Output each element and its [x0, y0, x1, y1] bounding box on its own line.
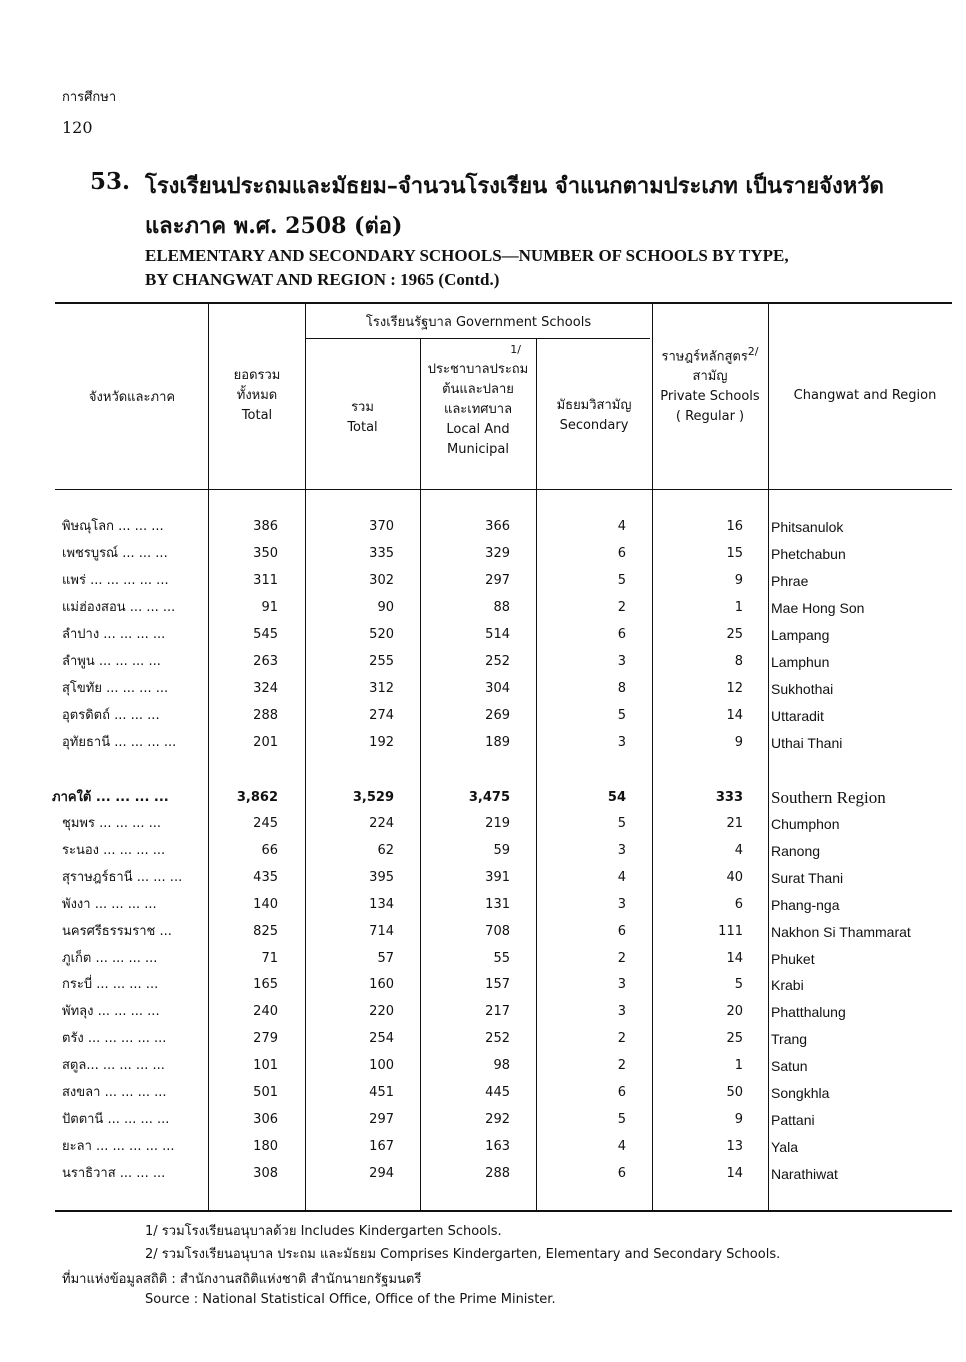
- table-row: [0, 1026, 966, 1052]
- cell-changwat-thai: ปัตตานี ... ... ... ...: [62, 1111, 170, 1127]
- table-row: [0, 703, 966, 729]
- cell-secondary: 6: [617, 627, 626, 642]
- table-row: [0, 811, 966, 837]
- cell-total: 180: [253, 1138, 278, 1154]
- cell-gov-total: 294: [369, 1165, 394, 1181]
- cell-changwat-en: Satun: [771, 1058, 808, 1075]
- cell-local: 514: [485, 627, 510, 642]
- cell-gov-total: 520: [369, 627, 394, 642]
- cell-local: 217: [485, 1004, 510, 1020]
- cell-changwat-en: Phuket: [771, 950, 815, 967]
- cell-gov-total: 254: [369, 1031, 394, 1047]
- cell-local: 157: [485, 977, 510, 993]
- col-header-private-thai2: สามัญ: [692, 369, 728, 385]
- cell-changwat-en: Trang: [771, 1031, 808, 1048]
- cell-local: 59: [493, 842, 510, 858]
- cell-gov-total: 451: [369, 1085, 394, 1100]
- cell-local: 329: [485, 546, 510, 561]
- title-en-line1: ELEMENTARY AND SECONDARY SCHOOLS—NUMBER OF SCHOOLS BY TYPE,: [145, 246, 789, 265]
- title-en-line2: BY CHANGWAT AND REGION : 1965 (Contd.): [145, 270, 500, 289]
- cell-changwat-thai: แพร่ ... ... ... ... ...: [62, 573, 169, 588]
- title-thai-line1: โรงเรียนประถมและมัธยม–จำนวนโรงเรียน จำแนกตามประเภท เป็นรายจังหวัด: [145, 173, 884, 199]
- cell-total: 435: [253, 869, 278, 885]
- table-row: [0, 1134, 966, 1160]
- col-header-changwat-en: Changwat and Region: [793, 388, 937, 403]
- cell-secondary: 3: [617, 1004, 626, 1020]
- cell-changwat-en: Southern Region: [771, 788, 886, 807]
- cell-secondary: 4: [617, 519, 626, 534]
- cell-secondary: 3: [617, 654, 626, 669]
- cell-total: 66: [261, 842, 278, 858]
- cell-private: 9: [734, 735, 743, 750]
- table-row: [0, 999, 966, 1025]
- cell-total: 311: [253, 573, 278, 588]
- col-header-local-thai2: ต้นและปลาย: [442, 382, 514, 397]
- cell-private: 14: [726, 708, 743, 723]
- cell-changwat-en: Mae Hong Son: [771, 600, 865, 616]
- cell-gov-total: 714: [369, 923, 394, 939]
- table-row: [0, 1053, 966, 1079]
- table-top-rule: [55, 302, 952, 304]
- cell-local: 288: [485, 1165, 510, 1181]
- cell-changwat-thai: สตูล... ... ... ... ...: [62, 1058, 165, 1074]
- col-header-private-en1: Private Schools: [660, 389, 760, 405]
- cell-secondary: 2: [617, 950, 626, 966]
- cell-changwat-en: Phang-nga: [771, 896, 840, 913]
- footnote-1: 1/ รวมโรงเรียนอนุบาลด้วย Includes Kindergarten Schools.: [145, 1224, 502, 1239]
- cell-private: 20: [726, 1004, 743, 1020]
- cell-local: 366: [485, 519, 510, 534]
- cell-secondary: 2: [617, 600, 626, 615]
- cell-total: 263: [253, 654, 278, 669]
- cell-local: 391: [485, 869, 510, 885]
- cell-changwat-en: Phitsanulok: [771, 519, 844, 535]
- col-header-gov-group: โรงเรียนรัฐบาล Government Schools: [365, 315, 592, 330]
- table-row: [0, 946, 966, 972]
- cell-local: 252: [485, 1031, 510, 1047]
- table-row: [0, 676, 966, 702]
- cell-local: 304: [485, 681, 510, 696]
- cell-secondary: 5: [617, 708, 626, 723]
- source-en: Source : National Statistical Office, Office of the Prime Minister.: [145, 1292, 556, 1307]
- cell-private: 8: [734, 654, 743, 669]
- cell-private: 25: [726, 627, 743, 642]
- cell-private: 14: [726, 1165, 743, 1181]
- col-header-private-en2: ( Regular ): [675, 409, 745, 425]
- cell-secondary: 3: [617, 735, 626, 750]
- cell-local: 252: [485, 654, 510, 669]
- cell-secondary: 3: [617, 896, 626, 912]
- cell-changwat-thai: ภูเก็ต ... ... ... ...: [62, 950, 158, 966]
- cell-private: 1: [734, 600, 743, 615]
- cell-gov-total: 302: [369, 573, 394, 588]
- cell-gov-total: 57: [377, 950, 394, 966]
- cell-private: 9: [734, 1111, 743, 1127]
- cell-local: 189: [485, 735, 510, 750]
- cell-changwat-en: Chumphon: [771, 816, 840, 832]
- cell-gov-total: 134: [369, 896, 394, 912]
- cell-total: 245: [253, 816, 278, 831]
- col-header-private: [653, 342, 767, 427]
- cell-total: 306: [253, 1111, 278, 1127]
- cell-total: 201: [253, 735, 278, 750]
- cell-private: 4: [734, 842, 743, 858]
- col-header-local-en2: Municipal: [447, 442, 509, 457]
- cell-total: 279: [253, 1031, 278, 1047]
- table-row: [0, 622, 966, 648]
- cell-secondary: 4: [617, 1138, 626, 1154]
- col-header-gov-total: [306, 398, 419, 438]
- section-label: การศึกษา: [62, 90, 117, 105]
- cell-total: 91: [261, 600, 278, 615]
- cell-secondary: 3: [617, 977, 626, 993]
- cell-changwat-thai: สงขลา ... ... ... ...: [62, 1085, 167, 1100]
- cell-changwat-thai: สุโขทัย ... ... ... ...: [62, 681, 169, 696]
- cell-total: 71: [261, 950, 278, 966]
- col-header-changwat-thai: จังหวัดและภาค: [88, 390, 176, 405]
- cell-total: 165: [253, 977, 278, 993]
- col-header-gov-total-en: Total: [347, 420, 378, 435]
- cell-local: 163: [485, 1138, 510, 1154]
- cell-changwat-thai: อุทัยธานี ... ... ... ...: [62, 735, 177, 750]
- cell-changwat-thai: แม่ฮ่องสอน ... ... ...: [62, 600, 176, 615]
- col-header-total: [210, 366, 304, 426]
- cell-private: 333: [715, 790, 743, 805]
- footnote-2: 2/ รวมโรงเรียนอนุบาล ประถม และมัธยม Comprises Kindergarten, Elementary and Secondary Schools.: [145, 1247, 781, 1262]
- cell-changwat-en: Yala: [771, 1138, 798, 1155]
- cell-gov-total: 312: [369, 681, 394, 696]
- cell-gov-total: 62: [377, 842, 394, 858]
- cell-private: 5: [734, 977, 743, 993]
- cell-gov-total: 297: [369, 1111, 394, 1127]
- cell-changwat-thai: ภาคใต้ ... ... ... ...: [52, 790, 169, 805]
- col-header-gov-total-thai: รวม: [351, 400, 374, 415]
- cell-private: 16: [726, 519, 743, 534]
- cell-local: 292: [485, 1111, 510, 1127]
- cell-secondary: 6: [617, 546, 626, 561]
- cell-gov-total: 167: [369, 1138, 394, 1154]
- cell-changwat-en: Narathiwat: [771, 1165, 838, 1182]
- cell-local: 55: [493, 950, 510, 966]
- cell-gov-total: 224: [369, 816, 394, 831]
- cell-changwat-thai: ระนอง ... ... ... ...: [62, 842, 166, 858]
- col-header-total-thai2: ทั้งหมด: [236, 388, 278, 403]
- col-header-total-thai: ยอดรวม: [233, 368, 281, 383]
- cell-secondary: 8: [617, 681, 626, 696]
- cell-gov-total: 335: [369, 546, 394, 561]
- region-row: [0, 785, 966, 811]
- cell-changwat-thai: พิษณุโลก ... ... ...: [62, 519, 164, 534]
- cell-changwat-en: Uthai Thani: [771, 735, 843, 751]
- cell-gov-total: 395: [369, 869, 394, 885]
- cell-changwat-thai: เพชรบูรณ์ ... ... ...: [62, 546, 168, 561]
- cell-changwat-thai: พังงา ... ... ... ...: [62, 896, 157, 912]
- cell-changwat-en: Phrae: [771, 573, 809, 589]
- source-thai: ที่มาแห่งข้อมูลสถิติ : สำนักงานสถิติแห่งชาติ สำนักนายกรัฐมนตรี: [62, 1272, 422, 1287]
- cell-changwat-thai: ลำปาง ... ... ... ...: [62, 627, 166, 642]
- cell-total: 3,862: [236, 790, 278, 805]
- cell-total: 288: [253, 708, 278, 723]
- col-header-secondary: [537, 396, 651, 436]
- cell-gov-total: 160: [369, 977, 394, 993]
- cell-changwat-thai: สุราษฎร์ธานี ... ... ...: [62, 869, 183, 885]
- cell-total: 501: [253, 1085, 278, 1100]
- cell-secondary: 5: [617, 573, 626, 588]
- cell-changwat-en: Uttaradit: [771, 708, 824, 724]
- cell-total: 324: [253, 681, 278, 696]
- cell-changwat-thai: พัทลุง ... ... ... ...: [62, 1004, 160, 1020]
- col-header-total-en: Total: [241, 408, 273, 423]
- gov-group-rule: [305, 338, 650, 339]
- cell-changwat-thai: อุตรดิตถ์ ... ... ...: [62, 708, 160, 723]
- footnote-ref-1: 1/: [510, 343, 521, 356]
- table-bottom-rule: [55, 1210, 952, 1212]
- cell-local: 219: [485, 816, 510, 831]
- cell-secondary: 4: [617, 869, 626, 885]
- table-row: [0, 1161, 966, 1187]
- cell-local: 297: [485, 573, 510, 588]
- cell-total: 240: [253, 1004, 278, 1020]
- cell-total: 308: [253, 1165, 278, 1181]
- cell-private: 1: [734, 1058, 743, 1074]
- cell-changwat-thai: ชุมพร ... ... ... ...: [62, 816, 162, 831]
- cell-secondary: 6: [617, 923, 626, 939]
- cell-total: 386: [253, 519, 278, 534]
- cell-changwat-en: Songkhla: [771, 1085, 830, 1101]
- table-row: [0, 972, 966, 998]
- cell-secondary: 2: [617, 1058, 626, 1074]
- cell-local: 88: [493, 600, 510, 615]
- cell-private: 12: [726, 681, 743, 696]
- cell-secondary: 6: [617, 1085, 626, 1100]
- cell-gov-total: 3,529: [352, 790, 394, 805]
- cell-private: 111: [718, 923, 743, 939]
- cell-private: 6: [734, 896, 743, 912]
- cell-changwat-thai: นราธิวาส ... ... ...: [62, 1165, 166, 1181]
- cell-changwat-en: Phatthalung: [771, 1004, 846, 1021]
- table-row: [0, 1080, 966, 1106]
- header-bottom-rule: [55, 489, 952, 490]
- cell-private: 13: [726, 1138, 743, 1154]
- cell-secondary: 54: [607, 790, 626, 805]
- table-row: [0, 595, 966, 621]
- col-header-local-thai3: และเทศบาล: [443, 402, 513, 417]
- col-header-secondary-thai: มัธยมวิสามัญ: [556, 398, 632, 413]
- cell-total: 140: [253, 896, 278, 912]
- cell-gov-total: 100: [369, 1058, 394, 1074]
- col-header-private-thai1: ราษฎร์หลักสูตร: [661, 349, 748, 365]
- cell-gov-total: 192: [369, 735, 394, 750]
- cell-changwat-en: Pattani: [771, 1111, 815, 1128]
- cell-changwat-en: Sukhothai: [771, 681, 834, 697]
- cell-changwat-en: Ranong: [771, 842, 821, 859]
- footnote-ref-2: 2/: [747, 345, 759, 358]
- cell-local: 98: [493, 1058, 510, 1074]
- cell-private: 15: [726, 546, 743, 561]
- cell-secondary: 2: [617, 1031, 626, 1047]
- cell-local: 708: [485, 923, 510, 939]
- cell-local: 131: [485, 896, 510, 912]
- col-header-local: [421, 340, 535, 460]
- table-row: [0, 838, 966, 864]
- cell-changwat-thai: ยะลา ... ... ... ... ...: [62, 1138, 175, 1154]
- cell-changwat-thai: กระบี่ ... ... ... ...: [62, 977, 159, 993]
- table-row: [0, 568, 966, 594]
- cell-changwat-en: Lamphun: [771, 654, 830, 670]
- cell-total: 350: [253, 546, 278, 561]
- cell-changwat-en: Surat Thani: [771, 869, 844, 886]
- title-thai-line2: และภาค พ.ศ. 2508 (ต่อ): [145, 213, 403, 239]
- cell-local: 3,475: [468, 790, 510, 805]
- cell-secondary: 5: [617, 1111, 626, 1127]
- cell-private: 14: [726, 950, 743, 966]
- cell-private: 9: [734, 573, 743, 588]
- title-number: 53.: [90, 168, 131, 195]
- table-row: [0, 541, 966, 567]
- table-row: [0, 892, 966, 918]
- table-row: [0, 514, 966, 540]
- col-header-local-en1: Local And: [446, 422, 510, 437]
- cell-local: 445: [485, 1085, 510, 1100]
- table-row: [0, 1107, 966, 1133]
- cell-secondary: 3: [617, 842, 626, 858]
- cell-private: 50: [726, 1085, 743, 1100]
- cell-secondary: 6: [617, 1165, 626, 1181]
- cell-changwat-en: Phetchabun: [771, 546, 846, 562]
- table-row: [0, 649, 966, 675]
- table-row: [0, 730, 966, 756]
- cell-total: 101: [253, 1058, 278, 1074]
- cell-total: 825: [253, 923, 278, 939]
- cell-gov-total: 220: [369, 1004, 394, 1020]
- cell-gov-total: 370: [369, 519, 394, 534]
- cell-changwat-en: Lampang: [771, 627, 830, 643]
- cell-local: 269: [485, 708, 510, 723]
- col-header-secondary-en: Secondary: [559, 418, 629, 433]
- page-number: 120: [62, 118, 93, 137]
- cell-private: 40: [726, 869, 743, 885]
- cell-changwat-en: Nakhon Si Thammarat: [771, 923, 911, 940]
- col-header-local-thai1: ประชาบาลประถม: [427, 362, 529, 377]
- cell-changwat-thai: ตรัง ... ... ... ... ...: [62, 1031, 167, 1047]
- cell-total: 545: [253, 627, 278, 642]
- table-row: [0, 865, 966, 891]
- table-row: [0, 919, 966, 945]
- cell-secondary: 5: [617, 816, 626, 831]
- cell-changwat-thai: นครศรีธรรมราช ...: [62, 923, 172, 939]
- cell-private: 25: [726, 1031, 743, 1047]
- cell-gov-total: 255: [369, 654, 394, 669]
- cell-changwat-thai: ลำพูน ... ... ... ...: [62, 654, 161, 669]
- cell-gov-total: 274: [369, 708, 394, 723]
- cell-private: 21: [726, 816, 743, 831]
- cell-changwat-en: Krabi: [771, 977, 804, 994]
- cell-gov-total: 90: [377, 600, 394, 615]
